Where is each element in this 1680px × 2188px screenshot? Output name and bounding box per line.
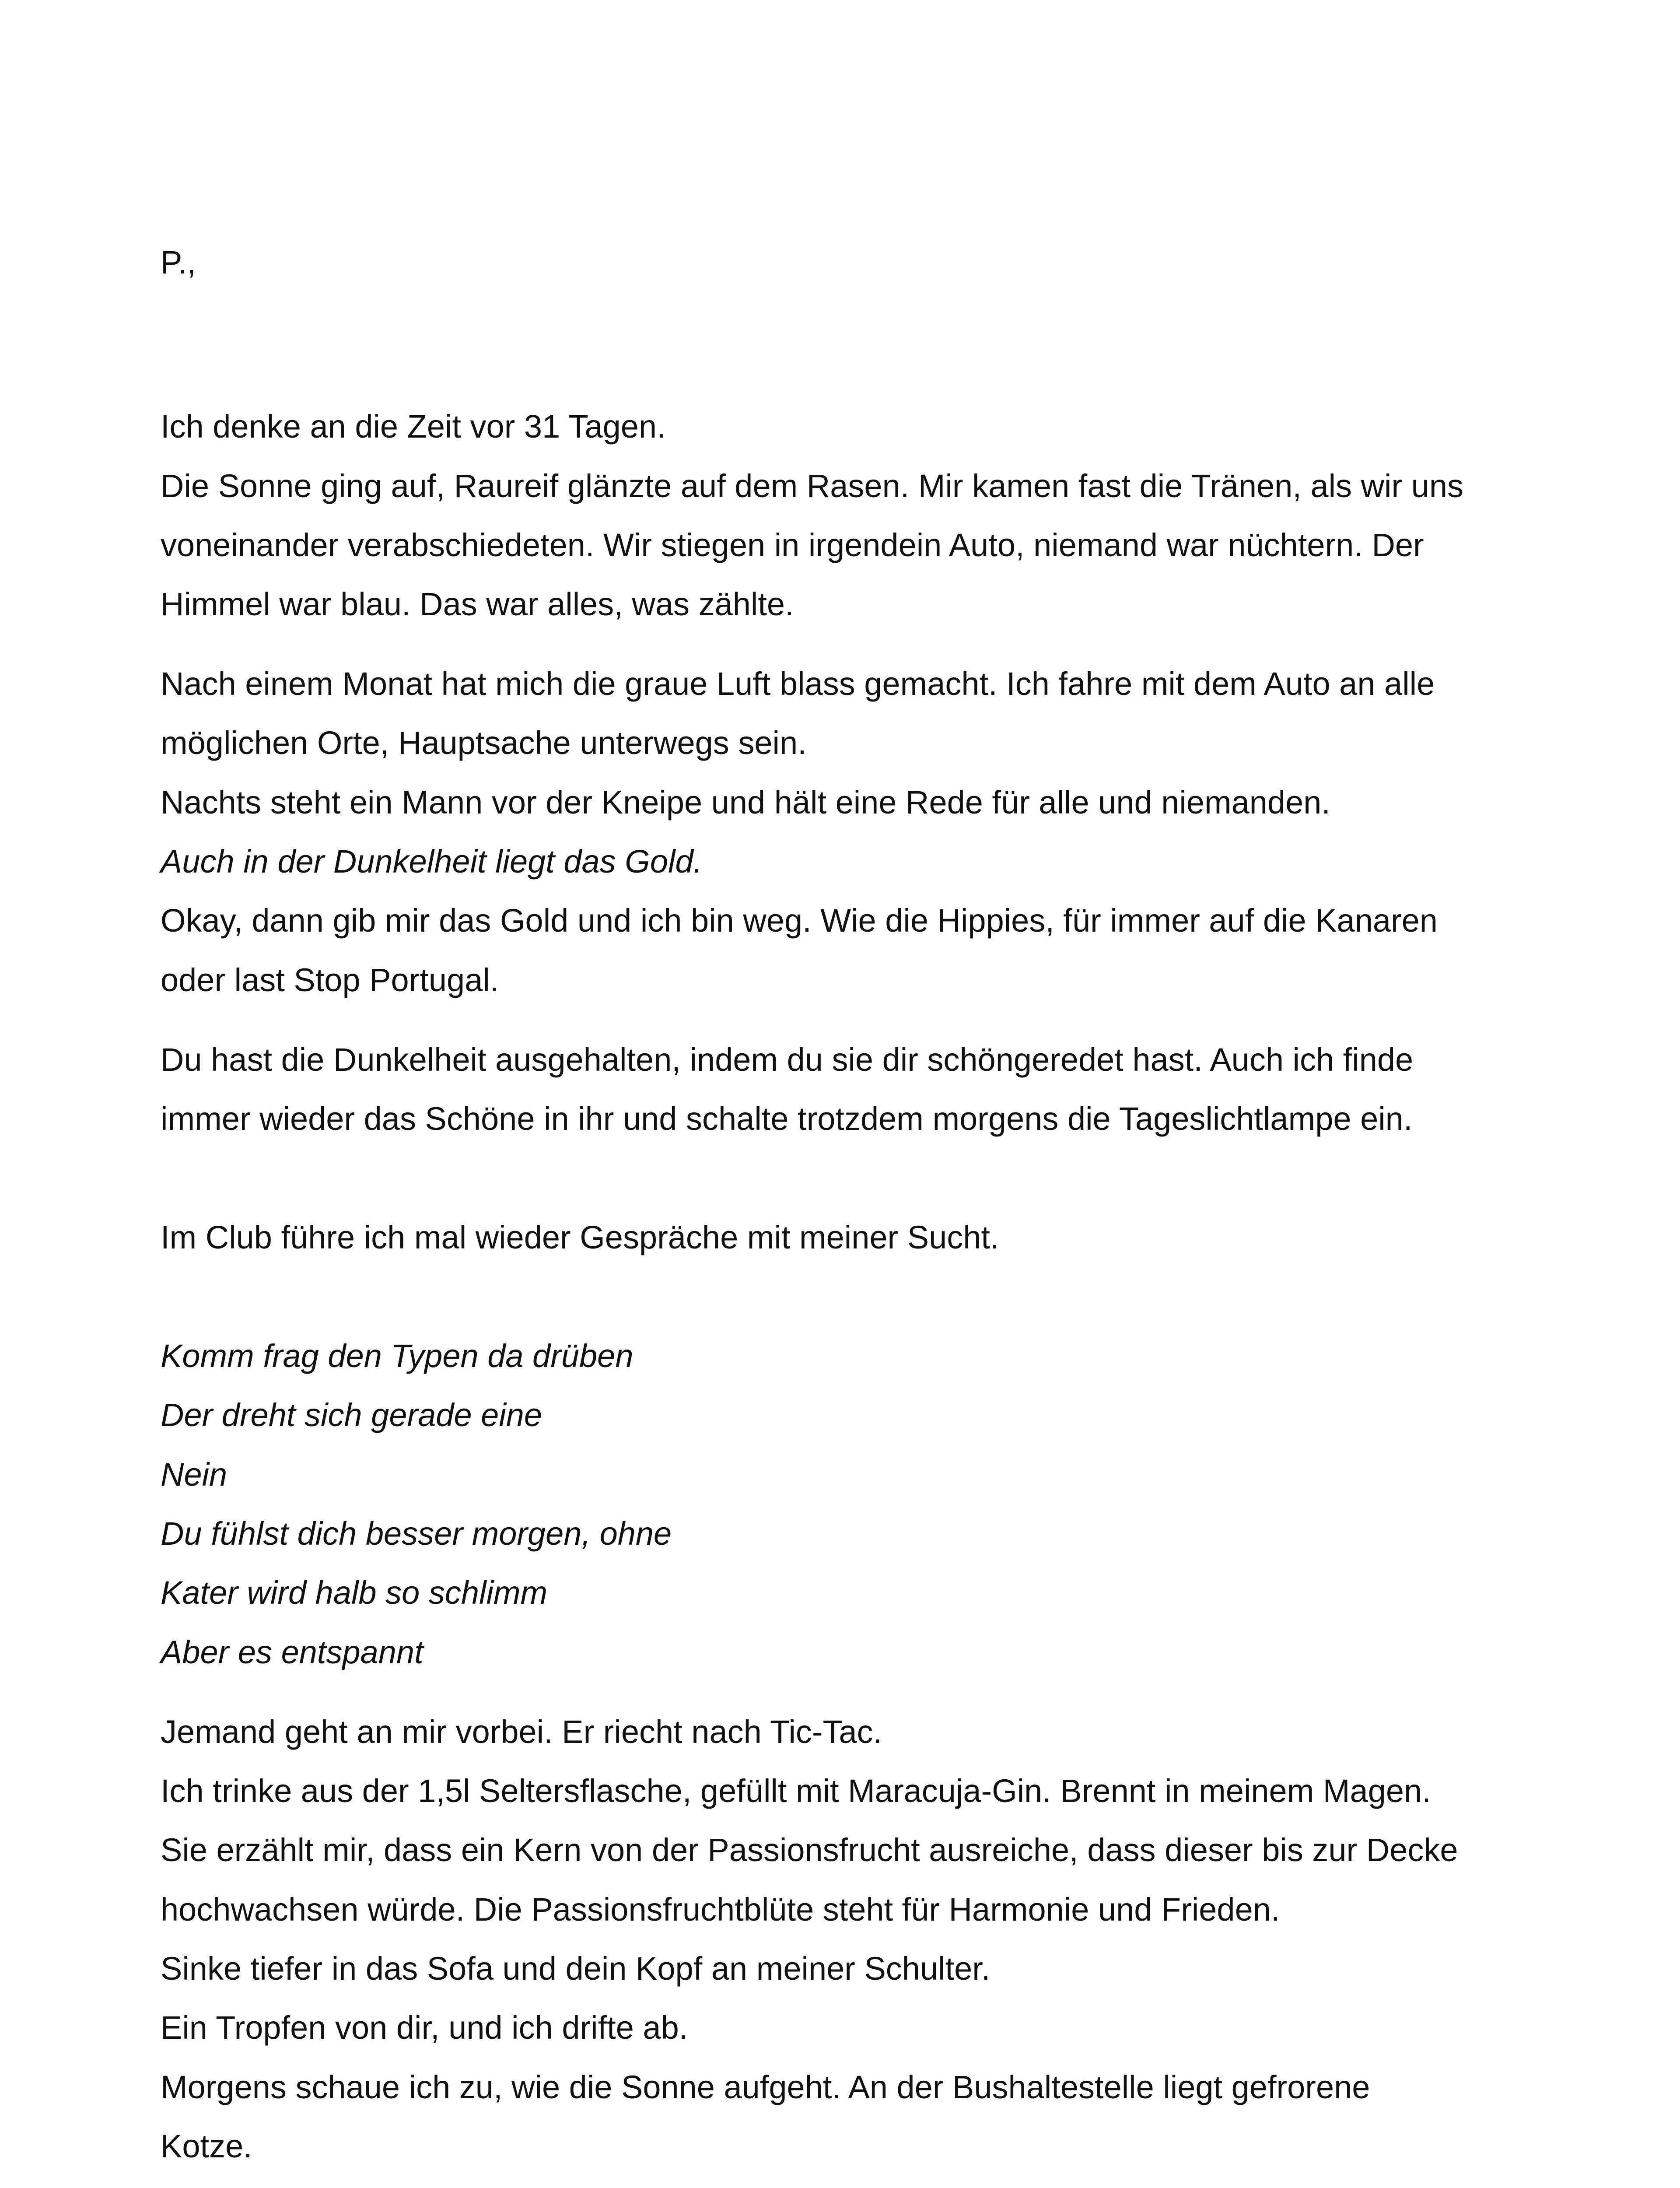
text-line: Kotze. — [161, 2128, 252, 2164]
italic-text-line: Komm frag den Typen da drüben — [161, 1338, 634, 1374]
italic-text-line: Kater wird halb so schlimm — [161, 1574, 548, 1611]
text-line: hochwachsen würde. Die Passionsfruchtblüte steht für Harmonie und Frieden. — [161, 1891, 1280, 1928]
italic-text-line: Auch in der Dunkelheit liegt das Gold. — [161, 843, 703, 880]
text-line: Ein Tropfen von dir, und ich drifte ab. — [161, 2009, 688, 2046]
text-line: Nachts steht ein Mann vor der Kneipe und hält eine Rede für alle und niemanden. — [161, 784, 1330, 820]
text-line: Sie erzählt mir, dass ein Kern von der Passionsfrucht ausreiche, dass dieser bis zur Decke — [161, 1832, 1458, 1868]
italic-text-line: Der dreht sich gerade eine — [161, 1397, 542, 1433]
text-line: Himmel war blau. Das war alles, was zählte. — [161, 586, 794, 622]
italic-text-line: Du fühlst dich besser morgen, ohne — [161, 1515, 672, 1552]
text-line: Ich trinke aus der 1,5l Seltersflasche, gefüllt mit Maracuja-Gin. Brennt in meinem Magen. — [161, 1773, 1431, 1809]
italic-text-line: Aber es entspannt — [161, 1634, 424, 1670]
text-line: Im Club führe ich mal wieder Gespräche mit meiner Sucht. — [161, 1219, 999, 1255]
text-line: Die Sonne ging auf, Raureif glänzte auf dem Rasen. Mir kamen fast die Tränen, als wir uns — [161, 468, 1463, 504]
text-line: Sinke tiefer in das Sofa und dein Kopf an meiner Schulter. — [161, 1950, 990, 1987]
text-line: oder last Stop Portugal. — [161, 962, 499, 998]
text-line: voneinander verabschiedeten. Wir stiegen in irgendein Auto, niemand war nüchtern. Der — [161, 527, 1424, 563]
text-line: Jemand geht an mir vorbei. Er riecht nach Tic-Tac. — [161, 1714, 882, 1750]
text-line: Morgens schaue ich zu, wie die Sonne aufgeht. An der Bushaltestelle liegt gefrorene — [161, 2069, 1370, 2105]
text-line: Du hast die Dunkelheit ausgehalten, indem du sie dir schöngeredet hast. Auch ich finde — [161, 1041, 1414, 1078]
italic-text-line: Nein — [161, 1456, 228, 1493]
text-line: Nach einem Monat hat mich die graue Luft blass gemacht. Ich fahre mit dem Auto an alle — [161, 666, 1435, 702]
text-line: immer wieder das Schöne in ihr und schalte trotzdem morgens die Tageslichtlampe ein. — [161, 1101, 1413, 1137]
salutation: P., — [161, 244, 196, 281]
text-line: Ich denke an die Zeit vor 31 Tagen. — [161, 408, 666, 445]
text-line: möglichen Orte, Hauptsache unterwegs sein. — [161, 725, 807, 761]
text-line: Okay, dann gib mir das Gold und ich bin weg. Wie die Hippies, für immer auf die Kanaren — [161, 902, 1438, 939]
